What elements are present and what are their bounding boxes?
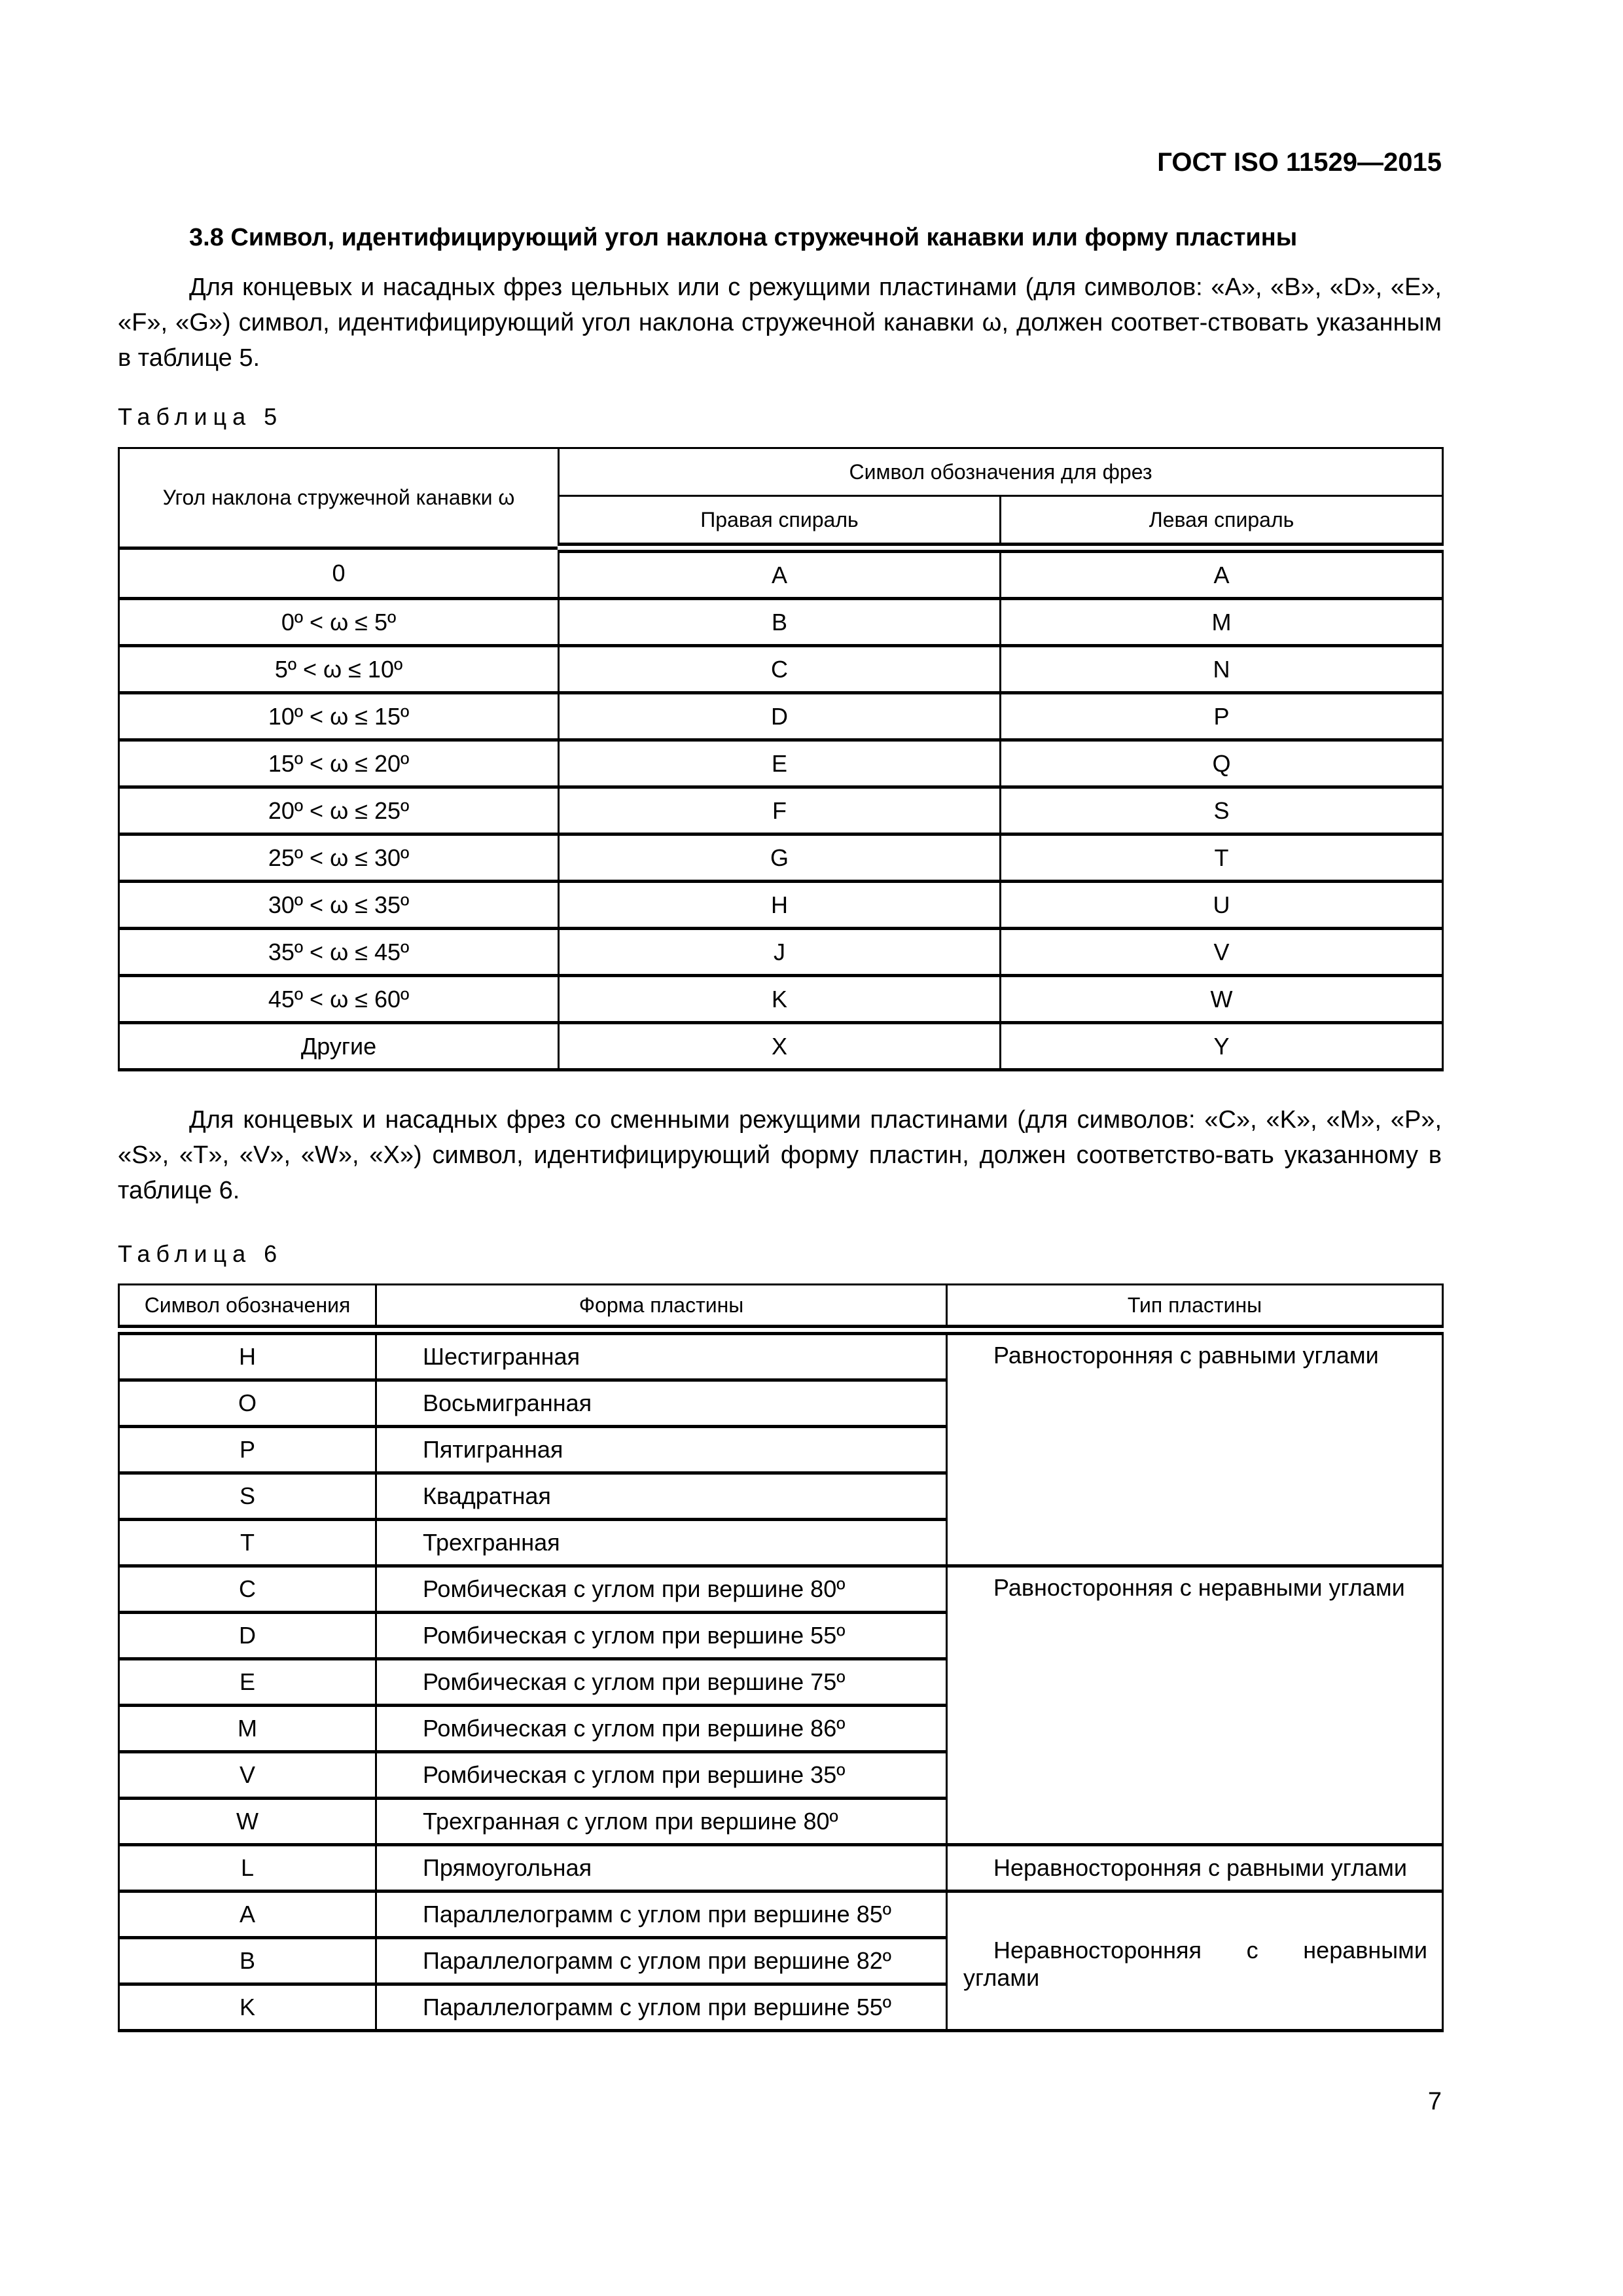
table6-header-symbol: Символ обозначения xyxy=(119,1285,376,1331)
shape-cell: Параллелограмм с углом при вершине 55º xyxy=(376,1984,947,2031)
right-spiral-cell: E xyxy=(559,740,1001,787)
shape-cell: Ромбическая с углом при вершине 80º xyxy=(376,1566,947,1613)
table-row xyxy=(119,548,1443,599)
right-spiral-cell: A xyxy=(559,548,1001,599)
table-row xyxy=(119,976,1443,1023)
table5-header-left-spiral: Левая спираль xyxy=(1001,496,1443,548)
table-row xyxy=(119,693,1443,740)
symbol-cell: M xyxy=(119,1706,376,1752)
right-spiral-cell: J xyxy=(559,929,1001,976)
table6-insert-shape-symbols xyxy=(118,1283,1444,2032)
table5-header-right-spiral: Правая спираль xyxy=(559,496,1001,548)
symbol-cell: T xyxy=(119,1520,376,1566)
symbol-cell: W xyxy=(119,1799,376,1845)
shape-cell: Восьмигранная xyxy=(376,1380,947,1427)
right-spiral-cell: F xyxy=(559,787,1001,834)
table-row xyxy=(119,646,1443,693)
section-heading: 3.8 Символ, идентифицирующий угол наклона стружечной канавки или форму пластины xyxy=(189,224,1298,251)
symbol-cell: O xyxy=(119,1380,376,1427)
table6-header-shape: Форма пластины xyxy=(376,1285,947,1331)
type-cell-equilateral-equal-angles: Равносторонняя с равными углами xyxy=(947,1330,1443,1566)
right-spiral-cell: D xyxy=(559,693,1001,740)
left-spiral-cell: T xyxy=(1001,834,1443,882)
symbol-cell: P xyxy=(119,1427,376,1473)
left-spiral-cell: P xyxy=(1001,693,1443,740)
table-row xyxy=(119,1023,1443,1070)
angle-cell: 25º < ω ≤ 30º xyxy=(119,834,559,882)
shape-cell: Ромбическая с углом при вершине 86º xyxy=(376,1706,947,1752)
left-spiral-cell: S xyxy=(1001,787,1443,834)
symbol-cell: K xyxy=(119,1984,376,2031)
right-spiral-cell: G xyxy=(559,834,1001,882)
table-row xyxy=(119,787,1443,834)
symbol-cell: E xyxy=(119,1659,376,1706)
shape-cell: Квадратная xyxy=(376,1473,947,1520)
symbol-cell: L xyxy=(119,1845,376,1892)
left-spiral-cell: Y xyxy=(1001,1023,1443,1070)
table-row xyxy=(119,1892,1443,1938)
right-spiral-cell: X xyxy=(559,1023,1001,1070)
paragraph-table6-intro: Для концевых и насадных фрез со сменными режущими пластинами (для символов: «C», «K», «M», «P», «S», «T», «V», «W», «X») символ, идентифицирующий форму пластин, должен соответство-вать указанному в таблице 6. xyxy=(118,1106,1442,1204)
table6-header-type: Тип пластины xyxy=(947,1285,1443,1331)
shape-cell: Параллелограмм с углом при вершине 82º xyxy=(376,1938,947,1984)
shape-cell: Прямоугольная xyxy=(376,1845,947,1892)
type-cell-scalene-unequal-angles: Неравносторонняя с неравными углами xyxy=(947,1892,1443,2031)
type-cell-equilateral-unequal-angles: Равносторонняя с неравными углами xyxy=(947,1566,1443,1845)
table-row xyxy=(119,929,1443,976)
angle-cell: 0º < ω ≤ 5º xyxy=(119,599,559,646)
right-spiral-cell: B xyxy=(559,599,1001,646)
table-row xyxy=(119,599,1443,646)
left-spiral-cell: W xyxy=(1001,976,1443,1023)
angle-cell: Другие xyxy=(119,1023,559,1070)
angle-cell: 0 xyxy=(119,548,559,599)
shape-cell: Трехгранная с углом при вершине 80º xyxy=(376,1799,947,1845)
left-spiral-cell: Q xyxy=(1001,740,1443,787)
shape-cell: Параллелограмм с углом при вершине 85º xyxy=(376,1892,947,1938)
left-spiral-cell: M xyxy=(1001,599,1443,646)
symbol-cell: D xyxy=(119,1613,376,1659)
symbol-cell: H xyxy=(119,1330,376,1380)
paragraph-table5-intro: Для концевых и насадных фрез цельных или с режущими пластинами (для символов: «A», «B», «D», «E», «F», «G») символ, идентифицирующий угол наклона стружечной канавки ω, должен соответ-ствовать указанным в таблице 5. xyxy=(118,274,1442,372)
table5-flute-angle-symbols xyxy=(118,447,1444,1071)
symbol-cell: C xyxy=(119,1566,376,1613)
angle-cell: 35º < ω ≤ 45º xyxy=(119,929,559,976)
symbol-cell: B xyxy=(119,1938,376,1984)
left-spiral-cell: U xyxy=(1001,882,1443,929)
left-spiral-cell: A xyxy=(1001,548,1443,599)
table-row xyxy=(119,740,1443,787)
symbol-cell: A xyxy=(119,1892,376,1938)
table5-caption: Таблица 5 xyxy=(118,403,283,430)
page-number: 7 xyxy=(1427,2088,1442,2115)
table-row xyxy=(119,1566,1443,1613)
angle-cell: 45º < ω ≤ 60º xyxy=(119,976,559,1023)
symbol-cell: V xyxy=(119,1752,376,1799)
table-row xyxy=(119,882,1443,929)
shape-cell: Ромбическая с углом при вершине 55º xyxy=(376,1613,947,1659)
table-row xyxy=(119,834,1443,882)
document-code-header: ГОСТ ISO 11529—2015 xyxy=(1157,148,1442,177)
shape-cell: Ромбическая с углом при вершине 75º xyxy=(376,1659,947,1706)
angle-cell: 20º < ω ≤ 25º xyxy=(119,787,559,834)
shape-cell: Трехгранная xyxy=(376,1520,947,1566)
symbol-cell: S xyxy=(119,1473,376,1520)
angle-cell: 10º < ω ≤ 15º xyxy=(119,693,559,740)
angle-cell: 15º < ω ≤ 20º xyxy=(119,740,559,787)
right-spiral-cell: K xyxy=(559,976,1001,1023)
right-spiral-cell: H xyxy=(559,882,1001,929)
type-cell-scalene-equal-angles: Неравносторонняя с равными углами xyxy=(947,1845,1443,1892)
table6-caption: Таблица 6 xyxy=(118,1240,283,1267)
shape-cell: Пятигранная xyxy=(376,1427,947,1473)
right-spiral-cell: C xyxy=(559,646,1001,693)
table5-header-angle: Угол наклона стружечной канавки ω xyxy=(119,448,559,548)
left-spiral-cell: N xyxy=(1001,646,1443,693)
table5-header-symbol-group: Символ обозначения для фрез xyxy=(559,448,1443,496)
table-row xyxy=(119,1330,1443,1380)
table-row xyxy=(119,1845,1443,1892)
angle-cell: 30º < ω ≤ 35º xyxy=(119,882,559,929)
angle-cell: 5º < ω ≤ 10º xyxy=(119,646,559,693)
left-spiral-cell: V xyxy=(1001,929,1443,976)
shape-cell: Ромбическая с углом при вершине 35º xyxy=(376,1752,947,1799)
shape-cell: Шестигранная xyxy=(376,1330,947,1380)
